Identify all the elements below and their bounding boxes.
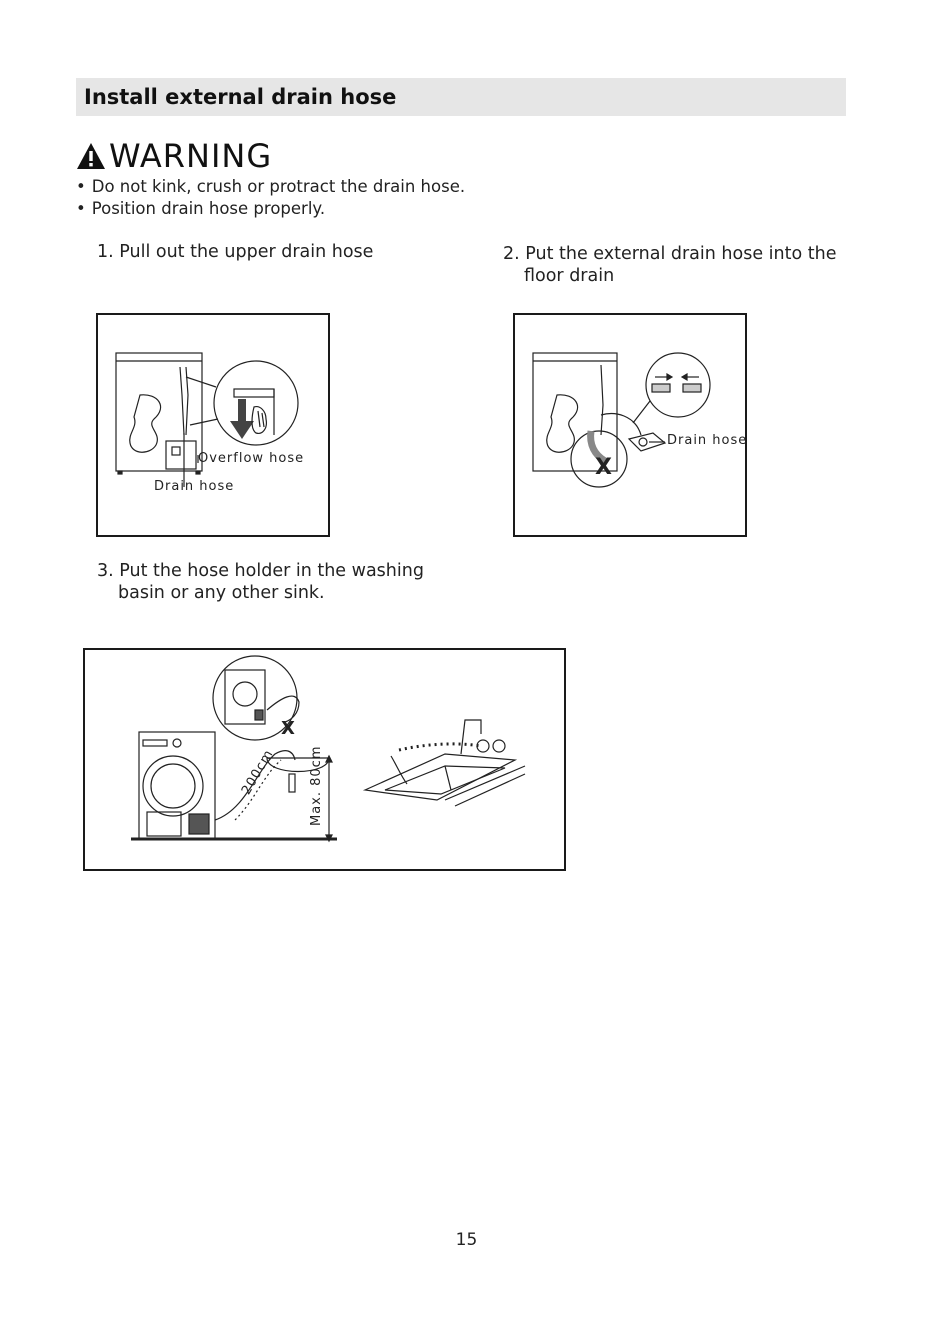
page-number: 15 bbox=[455, 1230, 478, 1250]
warning-text: WARNING bbox=[109, 137, 273, 175]
step-1-line: 1. Pull out the upper drain hose bbox=[97, 242, 374, 262]
warning-heading bbox=[76, 136, 272, 176]
step-3-line-1: 3. Put the hose holder in the washing bbox=[97, 561, 424, 581]
step-2-line-1: 2. Put the external drain hose into the bbox=[503, 244, 837, 264]
drain-hose-label: Drain hose bbox=[667, 433, 748, 448]
section-title: Install external drain hose bbox=[84, 85, 397, 109]
step-1-text bbox=[97, 241, 373, 263]
step-3-text bbox=[97, 560, 424, 604]
wrong-position-mark: X bbox=[281, 718, 295, 739]
warning-triangle-icon bbox=[76, 141, 106, 171]
step-2-text bbox=[503, 243, 836, 287]
wrong-position-mark: X bbox=[595, 455, 612, 480]
max-height-label: Max. 80cm bbox=[309, 745, 324, 826]
sink-drain-illustration bbox=[85, 650, 564, 869]
step-3-line-2: basin or any other sink. bbox=[118, 583, 325, 603]
warning-bullet: • Do not kink, crush or protract the drain hose. bbox=[76, 176, 465, 198]
section-header-bar bbox=[76, 78, 846, 116]
figure-floor-drain bbox=[513, 313, 747, 537]
hose-length-label: 200cm bbox=[239, 747, 277, 798]
figure-sink-drain bbox=[83, 648, 566, 871]
warning-bullet: • Position drain hose properly. bbox=[76, 198, 465, 220]
dryer-rear-illustration bbox=[98, 315, 328, 535]
warning-bullet-list bbox=[76, 176, 465, 220]
figure-pull-out-drain-hose bbox=[96, 313, 330, 537]
floor-drain-illustration bbox=[515, 315, 748, 535]
drain-hose-label: Drain hose bbox=[154, 479, 235, 494]
step-2-line-2: floor drain bbox=[524, 266, 615, 286]
overflow-hose-label: Overflow hose bbox=[198, 451, 305, 466]
